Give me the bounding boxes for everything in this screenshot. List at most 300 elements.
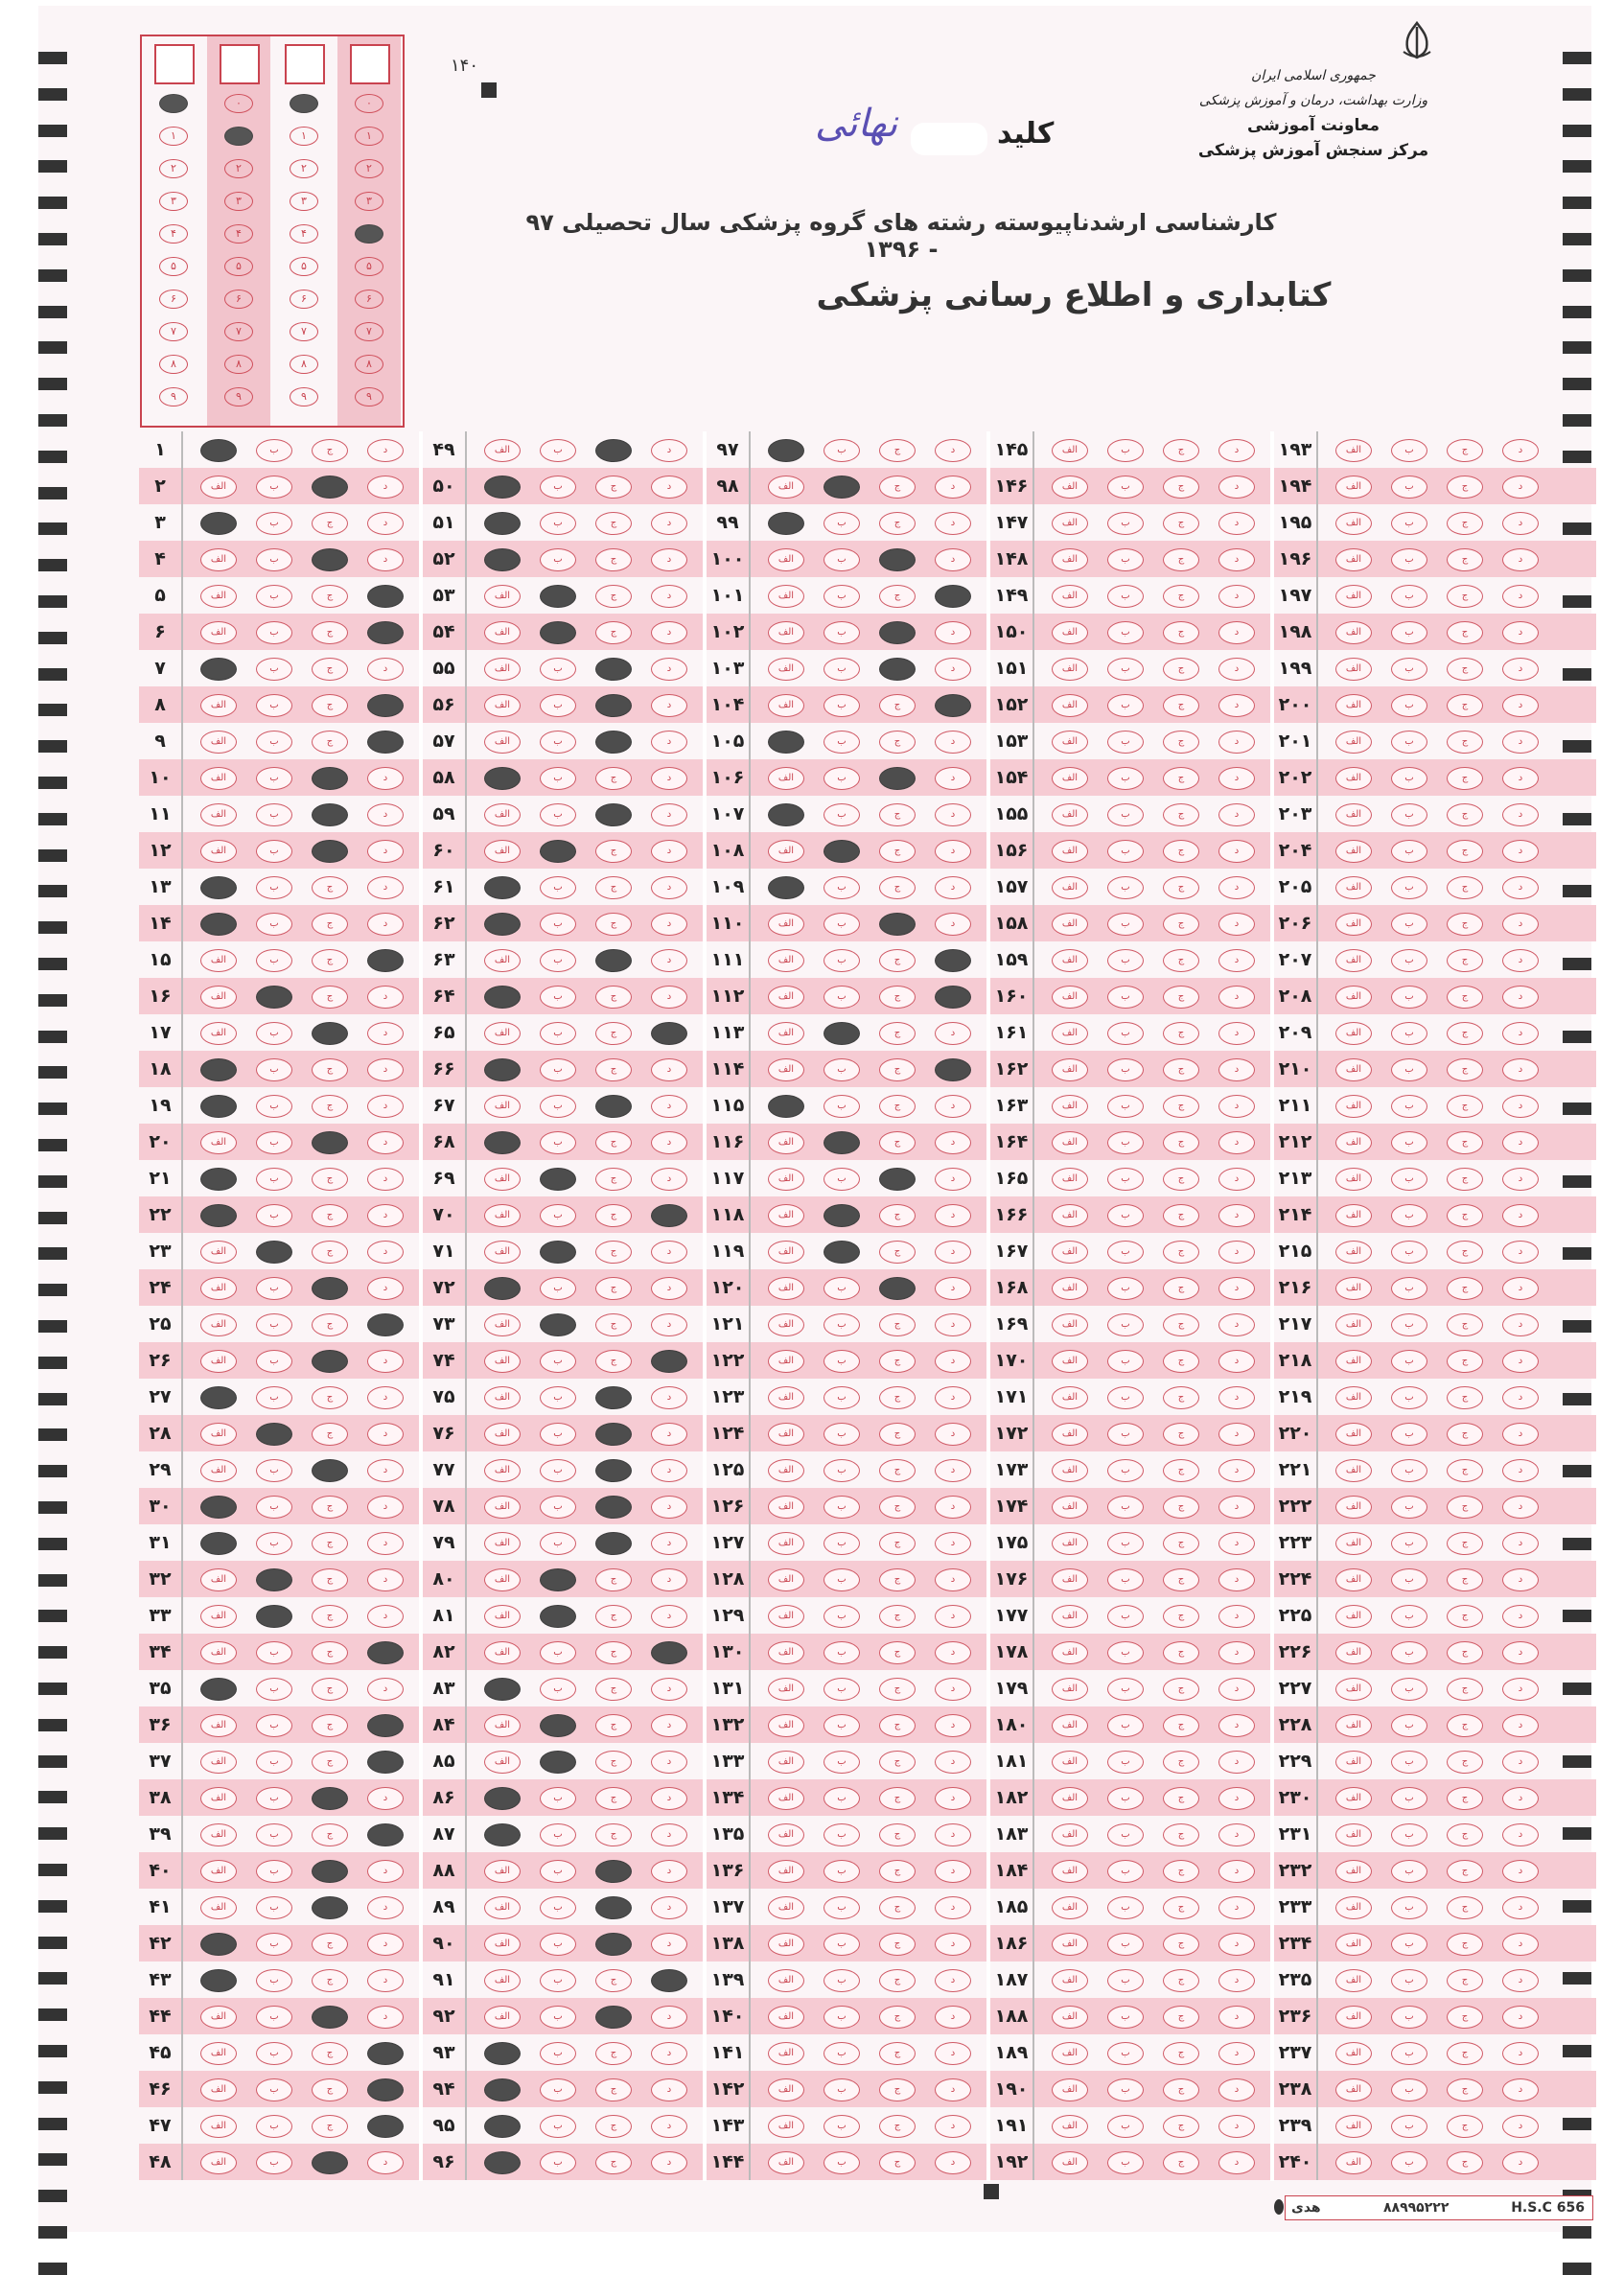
- answer-bubble[interactable]: د: [935, 2006, 971, 2029]
- answer-bubble[interactable]: ب: [256, 913, 292, 936]
- answer-bubble[interactable]: د: [1218, 1496, 1255, 1519]
- answer-bubble[interactable]: ب: [256, 1168, 292, 1191]
- answer-bubble[interactable]: د: [1502, 767, 1539, 790]
- answer-bubble[interactable]: ج: [1163, 1168, 1199, 1191]
- answer-bubble[interactable]: ب: [256, 694, 292, 717]
- answer-bubble[interactable]: الف: [768, 1678, 804, 1701]
- answer-bubble[interactable]: د: [651, 1241, 687, 1264]
- answer-bubble[interactable]: د: [935, 1860, 971, 1883]
- answer-bubble[interactable]: د: [1502, 986, 1539, 1009]
- answer-bubble[interactable]: د: [1218, 949, 1255, 972]
- answer-bubble[interactable]: د: [651, 1496, 687, 1519]
- answer-bubble[interactable]: ج: [595, 2078, 632, 2101]
- answer-bubble[interactable]: الف: [200, 694, 237, 717]
- answer-bubble[interactable]: ب: [540, 1277, 576, 1300]
- answer-bubble[interactable]: ج: [595, 1605, 632, 1628]
- answer-bubble[interactable]: ب: [824, 585, 860, 608]
- answer-bubble[interactable]: د: [1218, 1459, 1255, 1482]
- answer-bubble[interactable]: د: [651, 986, 687, 1009]
- answer-bubble[interactable]: ب: [824, 803, 860, 826]
- answer-bubble[interactable]: ج: [595, 1678, 632, 1701]
- answer-bubble[interactable]: الف: [1335, 2042, 1372, 2065]
- answer-bubble[interactable]: [879, 1168, 916, 1191]
- answer-bubble[interactable]: د: [935, 731, 971, 754]
- answer-bubble[interactable]: ج: [1447, 876, 1483, 899]
- answer-bubble[interactable]: الف: [484, 1568, 521, 1591]
- answer-bubble[interactable]: ب: [824, 512, 860, 535]
- code-digit-bubble[interactable]: ۴: [159, 224, 188, 244]
- answer-bubble[interactable]: ب: [1391, 1058, 1427, 1081]
- answer-bubble[interactable]: ج: [1447, 694, 1483, 717]
- answer-bubble[interactable]: الف: [768, 1568, 804, 1591]
- answer-bubble[interactable]: ب: [824, 1714, 860, 1737]
- answer-bubble[interactable]: د: [1218, 2151, 1255, 2174]
- answer-bubble[interactable]: ج: [1447, 1751, 1483, 1774]
- answer-bubble[interactable]: [768, 876, 804, 899]
- answer-bubble[interactable]: ب: [256, 2042, 292, 2065]
- answer-bubble[interactable]: ج: [595, 986, 632, 1009]
- answer-bubble[interactable]: د: [651, 1860, 687, 1883]
- answer-bubble[interactable]: د: [935, 803, 971, 826]
- answer-bubble[interactable]: د: [367, 1678, 404, 1701]
- answer-bubble[interactable]: د: [1502, 1933, 1539, 1956]
- answer-bubble[interactable]: ب: [1391, 913, 1427, 936]
- answer-bubble[interactable]: ب: [256, 1350, 292, 1373]
- answer-bubble[interactable]: ب: [540, 876, 576, 899]
- answer-bubble[interactable]: ب: [824, 1969, 860, 1992]
- answer-bubble[interactable]: [484, 767, 521, 790]
- answer-bubble[interactable]: [200, 1532, 237, 1555]
- answer-bubble[interactable]: د: [935, 1714, 971, 1737]
- answer-bubble[interactable]: الف: [1335, 1969, 1372, 1992]
- answer-bubble[interactable]: د: [935, 1496, 971, 1519]
- answer-bubble[interactable]: د: [367, 876, 404, 899]
- answer-bubble[interactable]: ب: [256, 1896, 292, 1919]
- answer-bubble[interactable]: الف: [484, 1896, 521, 1919]
- answer-bubble[interactable]: ب: [256, 2115, 292, 2138]
- answer-bubble[interactable]: الف: [484, 658, 521, 681]
- answer-bubble[interactable]: ب: [540, 1969, 576, 1992]
- answer-bubble[interactable]: د: [367, 1896, 404, 1919]
- answer-bubble[interactable]: ب: [256, 476, 292, 499]
- answer-bubble[interactable]: [312, 1459, 348, 1482]
- answer-bubble[interactable]: الف: [768, 2042, 804, 2065]
- answer-bubble[interactable]: ب: [1391, 1131, 1427, 1154]
- answer-bubble[interactable]: الف: [768, 658, 804, 681]
- code-digit-bubble[interactable]: ۹: [159, 387, 188, 406]
- answer-bubble[interactable]: الف: [1335, 1058, 1372, 1081]
- answer-bubble[interactable]: ب: [824, 2006, 860, 2029]
- answer-bubble[interactable]: د: [1218, 2042, 1255, 2065]
- answer-bubble[interactable]: ج: [1163, 621, 1199, 644]
- answer-bubble[interactable]: ب: [824, 1496, 860, 1519]
- answer-bubble[interactable]: د: [935, 476, 971, 499]
- answer-bubble[interactable]: ج: [595, 1131, 632, 1154]
- code-digit-bubble[interactable]: ۲: [290, 159, 318, 178]
- answer-bubble[interactable]: الف: [768, 1823, 804, 1846]
- answer-bubble[interactable]: ج: [1447, 1641, 1483, 1664]
- answer-bubble[interactable]: الف: [768, 1313, 804, 1336]
- answer-bubble[interactable]: ج: [1447, 1241, 1483, 1264]
- code-digit-bubble[interactable]: ۱: [355, 127, 383, 146]
- answer-bubble[interactable]: [256, 1568, 292, 1591]
- answer-bubble[interactable]: [595, 1095, 632, 1118]
- answer-bubble[interactable]: ب: [824, 949, 860, 972]
- answer-bubble[interactable]: ب: [1107, 1168, 1144, 1191]
- answer-bubble[interactable]: ب: [540, 1787, 576, 1810]
- answer-bubble[interactable]: [367, 694, 404, 717]
- answer-bubble[interactable]: ب: [1107, 1131, 1144, 1154]
- answer-bubble[interactable]: ب: [1107, 1241, 1144, 1264]
- answer-bubble[interactable]: ج: [879, 476, 916, 499]
- answer-bubble[interactable]: [595, 439, 632, 462]
- answer-bubble[interactable]: د: [1502, 2006, 1539, 2029]
- answer-bubble[interactable]: ب: [1107, 476, 1144, 499]
- answer-bubble[interactable]: الف: [1052, 1496, 1088, 1519]
- answer-bubble[interactable]: ب: [1107, 548, 1144, 571]
- answer-bubble[interactable]: د: [1218, 913, 1255, 936]
- answer-bubble[interactable]: [540, 1751, 576, 1774]
- answer-bubble[interactable]: الف: [1052, 1896, 1088, 1919]
- answer-bubble[interactable]: ب: [824, 1568, 860, 1591]
- answer-bubble[interactable]: الف: [200, 2042, 237, 2065]
- answer-bubble[interactable]: د: [935, 1168, 971, 1191]
- answer-bubble[interactable]: ب: [1391, 1678, 1427, 1701]
- answer-bubble[interactable]: ج: [595, 621, 632, 644]
- answer-bubble[interactable]: د: [1502, 2115, 1539, 2138]
- answer-bubble[interactable]: ب: [1107, 2006, 1144, 2029]
- answer-bubble[interactable]: ب: [824, 1058, 860, 1081]
- answer-bubble[interactable]: د: [1502, 876, 1539, 899]
- answer-bubble[interactable]: ج: [1163, 1095, 1199, 1118]
- answer-bubble[interactable]: د: [651, 2006, 687, 2029]
- answer-bubble[interactable]: د: [935, 1277, 971, 1300]
- answer-bubble[interactable]: د: [1502, 1459, 1539, 1482]
- answer-bubble[interactable]: الف: [484, 1459, 521, 1482]
- answer-bubble[interactable]: [768, 512, 804, 535]
- answer-bubble[interactable]: ب: [1391, 1168, 1427, 1191]
- answer-bubble[interactable]: ج: [1447, 1386, 1483, 1409]
- answer-bubble[interactable]: ج: [312, 439, 348, 462]
- answer-bubble[interactable]: الف: [484, 1969, 521, 1992]
- answer-bubble[interactable]: ج: [1163, 476, 1199, 499]
- answer-bubble[interactable]: [256, 1605, 292, 1628]
- answer-bubble[interactable]: ب: [540, 949, 576, 972]
- answer-bubble[interactable]: د: [367, 1568, 404, 1591]
- answer-bubble[interactable]: الف: [1335, 2006, 1372, 2029]
- code-digit-bubble[interactable]: ۵: [159, 257, 188, 276]
- answer-bubble[interactable]: د: [1502, 1751, 1539, 1774]
- answer-bubble[interactable]: ج: [1447, 1714, 1483, 1737]
- answer-bubble[interactable]: د: [1502, 694, 1539, 717]
- answer-bubble[interactable]: د: [1502, 1423, 1539, 1446]
- answer-bubble[interactable]: الف: [1052, 585, 1088, 608]
- answer-bubble[interactable]: ج: [1163, 1350, 1199, 1373]
- answer-bubble[interactable]: د: [1218, 1241, 1255, 1264]
- answer-bubble[interactable]: د: [651, 1131, 687, 1154]
- answer-bubble[interactable]: ج: [1447, 1532, 1483, 1555]
- answer-bubble[interactable]: ب: [824, 2042, 860, 2065]
- answer-bubble[interactable]: [768, 439, 804, 462]
- answer-bubble[interactable]: د: [935, 2078, 971, 2101]
- answer-bubble[interactable]: ج: [1447, 767, 1483, 790]
- answer-bubble[interactable]: الف: [1052, 1933, 1088, 1956]
- answer-bubble[interactable]: الف: [1335, 1860, 1372, 1883]
- answer-bubble[interactable]: ج: [312, 1313, 348, 1336]
- answer-bubble[interactable]: ج: [312, 2042, 348, 2065]
- answer-bubble[interactable]: [200, 512, 237, 535]
- answer-bubble[interactable]: ب: [540, 512, 576, 535]
- answer-bubble[interactable]: د: [1218, 1823, 1255, 1846]
- answer-bubble[interactable]: د: [1218, 1350, 1255, 1373]
- answer-bubble[interactable]: الف: [1052, 439, 1088, 462]
- answer-bubble[interactable]: [200, 1204, 237, 1227]
- answer-bubble[interactable]: د: [651, 1459, 687, 1482]
- answer-bubble[interactable]: ب: [1391, 2151, 1427, 2174]
- answer-bubble[interactable]: ج: [312, 621, 348, 644]
- answer-bubble[interactable]: [312, 1787, 348, 1810]
- answer-bubble[interactable]: الف: [768, 2078, 804, 2101]
- answer-bubble[interactable]: [595, 1496, 632, 1519]
- answer-bubble[interactable]: ب: [1391, 1714, 1427, 1737]
- answer-bubble[interactable]: ج: [595, 913, 632, 936]
- answer-bubble[interactable]: الف: [1052, 1058, 1088, 1081]
- answer-bubble[interactable]: الف: [1052, 1605, 1088, 1628]
- answer-bubble[interactable]: ج: [312, 1496, 348, 1519]
- answer-bubble[interactable]: ج: [1163, 2042, 1199, 2065]
- answer-bubble[interactable]: [367, 1751, 404, 1774]
- answer-bubble[interactable]: ب: [256, 1860, 292, 1883]
- answer-bubble[interactable]: الف: [1052, 694, 1088, 717]
- code-digit-bubble[interactable]: ۵: [355, 257, 383, 276]
- answer-bubble[interactable]: [879, 658, 916, 681]
- answer-bubble[interactable]: ب: [824, 694, 860, 717]
- answer-bubble[interactable]: ج: [1163, 767, 1199, 790]
- answer-bubble[interactable]: ج: [312, 1423, 348, 1446]
- answer-bubble[interactable]: [484, 548, 521, 571]
- answer-bubble[interactable]: [312, 1277, 348, 1300]
- answer-bubble[interactable]: ج: [1447, 2006, 1483, 2029]
- answer-bubble[interactable]: ج: [1163, 1896, 1199, 1919]
- answer-bubble[interactable]: ب: [824, 1532, 860, 1555]
- answer-bubble[interactable]: د: [1502, 1532, 1539, 1555]
- answer-bubble[interactable]: ج: [312, 512, 348, 535]
- answer-bubble[interactable]: ج: [879, 1641, 916, 1664]
- code-digit-bubble[interactable]: ۹: [224, 387, 253, 406]
- answer-bubble[interactable]: ج: [1163, 548, 1199, 571]
- answer-bubble[interactable]: ب: [540, 2151, 576, 2174]
- answer-bubble[interactable]: الف: [768, 2115, 804, 2138]
- answer-bubble[interactable]: د: [651, 1095, 687, 1118]
- answer-bubble[interactable]: د: [1218, 731, 1255, 754]
- answer-bubble[interactable]: ب: [824, 1386, 860, 1409]
- answer-bubble[interactable]: [651, 1350, 687, 1373]
- answer-bubble[interactable]: ج: [1447, 1313, 1483, 1336]
- answer-bubble[interactable]: ب: [1391, 1496, 1427, 1519]
- answer-bubble[interactable]: د: [935, 840, 971, 863]
- answer-bubble[interactable]: ب: [824, 731, 860, 754]
- answer-bubble[interactable]: ج: [879, 2006, 916, 2029]
- answer-bubble[interactable]: الف: [1052, 1787, 1088, 1810]
- answer-bubble[interactable]: د: [1218, 1277, 1255, 1300]
- answer-bubble[interactable]: ب: [824, 1860, 860, 1883]
- answer-bubble[interactable]: الف: [1052, 658, 1088, 681]
- answer-bubble[interactable]: ب: [1107, 439, 1144, 462]
- answer-bubble[interactable]: ج: [1163, 1532, 1199, 1555]
- answer-bubble[interactable]: ب: [540, 913, 576, 936]
- answer-bubble[interactable]: الف: [768, 1787, 804, 1810]
- answer-bubble[interactable]: [935, 986, 971, 1009]
- answer-bubble[interactable]: الف: [484, 1350, 521, 1373]
- answer-bubble[interactable]: ج: [1163, 913, 1199, 936]
- answer-bubble[interactable]: ب: [824, 1641, 860, 1664]
- answer-bubble[interactable]: ج: [1447, 1678, 1483, 1701]
- answer-bubble[interactable]: ج: [879, 876, 916, 899]
- answer-bubble[interactable]: د: [1502, 1714, 1539, 1737]
- answer-bubble[interactable]: د: [1218, 694, 1255, 717]
- answer-bubble[interactable]: الف: [1052, 1168, 1088, 1191]
- answer-bubble[interactable]: ب: [540, 1896, 576, 1919]
- answer-bubble[interactable]: الف: [768, 2006, 804, 2029]
- answer-bubble[interactable]: ب: [824, 1350, 860, 1373]
- answer-bubble[interactable]: ج: [879, 1568, 916, 1591]
- answer-bubble[interactable]: الف: [1052, 1459, 1088, 1482]
- answer-bubble[interactable]: [484, 1787, 521, 1810]
- answer-bubble[interactable]: ب: [540, 1423, 576, 1446]
- answer-bubble[interactable]: د: [1218, 1131, 1255, 1154]
- answer-bubble[interactable]: الف: [1335, 1751, 1372, 1774]
- answer-bubble[interactable]: د: [1218, 1605, 1255, 1628]
- answer-bubble[interactable]: الف: [484, 694, 521, 717]
- answer-bubble[interactable]: د: [367, 840, 404, 863]
- answer-bubble[interactable]: الف: [484, 1168, 521, 1191]
- answer-bubble[interactable]: الف: [484, 1933, 521, 1956]
- answer-bubble[interactable]: ب: [1107, 1496, 1144, 1519]
- answer-bubble[interactable]: الف: [484, 1204, 521, 1227]
- answer-bubble[interactable]: د: [1218, 1787, 1255, 1810]
- answer-bubble[interactable]: د: [1218, 1714, 1255, 1737]
- answer-bubble[interactable]: د: [935, 1568, 971, 1591]
- answer-bubble[interactable]: [879, 621, 916, 644]
- answer-bubble[interactable]: د: [1218, 1058, 1255, 1081]
- answer-bubble[interactable]: ج: [312, 1678, 348, 1701]
- answer-bubble[interactable]: د: [1218, 1896, 1255, 1919]
- answer-bubble[interactable]: ج: [1163, 2115, 1199, 2138]
- answer-bubble[interactable]: د: [367, 1204, 404, 1227]
- answer-bubble[interactable]: د: [1218, 1568, 1255, 1591]
- answer-bubble[interactable]: ب: [256, 803, 292, 826]
- answer-bubble[interactable]: د: [935, 767, 971, 790]
- answer-bubble[interactable]: ب: [1107, 1787, 1144, 1810]
- answer-bubble[interactable]: الف: [200, 1568, 237, 1591]
- answer-bubble[interactable]: الف: [1052, 876, 1088, 899]
- answer-bubble[interactable]: الف: [1052, 2078, 1088, 2101]
- answer-bubble[interactable]: د: [651, 2115, 687, 2138]
- answer-bubble[interactable]: الف: [1335, 1204, 1372, 1227]
- answer-bubble[interactable]: الف: [1052, 621, 1088, 644]
- answer-bubble[interactable]: [484, 1678, 521, 1701]
- answer-bubble[interactable]: ب: [256, 1787, 292, 1810]
- answer-bubble[interactable]: ج: [312, 1714, 348, 1737]
- answer-bubble[interactable]: ج: [1163, 1969, 1199, 1992]
- answer-bubble[interactable]: [367, 2078, 404, 2101]
- answer-bubble[interactable]: [651, 1022, 687, 1045]
- answer-bubble[interactable]: [595, 1860, 632, 1883]
- answer-bubble[interactable]: [595, 1459, 632, 1482]
- answer-bubble[interactable]: [484, 2115, 521, 2138]
- answer-bubble[interactable]: د: [367, 1241, 404, 1264]
- answer-bubble[interactable]: ب: [1391, 512, 1427, 535]
- answer-bubble[interactable]: الف: [1052, 2042, 1088, 2065]
- answer-bubble[interactable]: ج: [1447, 1277, 1483, 1300]
- answer-bubble[interactable]: د: [651, 548, 687, 571]
- answer-bubble[interactable]: ج: [595, 512, 632, 535]
- answer-bubble[interactable]: د: [367, 1131, 404, 1154]
- answer-bubble[interactable]: ب: [824, 2115, 860, 2138]
- answer-bubble[interactable]: ج: [1447, 2115, 1483, 2138]
- answer-bubble[interactable]: د: [935, 1751, 971, 1774]
- answer-bubble[interactable]: د: [935, 439, 971, 462]
- answer-bubble[interactable]: ج: [312, 2078, 348, 2101]
- answer-bubble[interactable]: ب: [540, 1095, 576, 1118]
- answer-bubble[interactable]: د: [1218, 1678, 1255, 1701]
- answer-bubble[interactable]: الف: [484, 949, 521, 972]
- code-digit-bubble[interactable]: ۸: [224, 355, 253, 374]
- answer-bubble[interactable]: د: [935, 876, 971, 899]
- answer-bubble[interactable]: الف: [484, 621, 521, 644]
- answer-bubble[interactable]: ب: [1391, 658, 1427, 681]
- answer-bubble[interactable]: الف: [484, 1714, 521, 1737]
- answer-bubble[interactable]: ج: [312, 731, 348, 754]
- answer-bubble[interactable]: د: [651, 1605, 687, 1628]
- answer-bubble[interactable]: [312, 1860, 348, 1883]
- code-digit-bubble[interactable]: ۲: [355, 159, 383, 178]
- code-digit-bubble[interactable]: ۷: [224, 322, 253, 341]
- answer-bubble[interactable]: الف: [1335, 2151, 1372, 2174]
- answer-bubble[interactable]: الف: [768, 2151, 804, 2174]
- code-digit-bubble[interactable]: ۶: [355, 290, 383, 309]
- answer-bubble[interactable]: ج: [1163, 840, 1199, 863]
- answer-bubble[interactable]: ب: [540, 2042, 576, 2065]
- answer-bubble[interactable]: ج: [595, 1277, 632, 1300]
- answer-bubble[interactable]: الف: [484, 2006, 521, 2029]
- answer-bubble[interactable]: ج: [879, 2115, 916, 2138]
- answer-bubble[interactable]: الف: [1335, 512, 1372, 535]
- answer-bubble[interactable]: د: [367, 1605, 404, 1628]
- answer-bubble[interactable]: ج: [1447, 2042, 1483, 2065]
- answer-bubble[interactable]: د: [367, 1969, 404, 1992]
- answer-bubble[interactable]: ب: [1391, 1787, 1427, 1810]
- answer-bubble[interactable]: د: [1502, 731, 1539, 754]
- answer-bubble[interactable]: الف: [200, 840, 237, 863]
- answer-bubble[interactable]: الف: [484, 1641, 521, 1664]
- answer-bubble[interactable]: ج: [1447, 585, 1483, 608]
- answer-bubble[interactable]: الف: [768, 1241, 804, 1264]
- code-digit-bubble[interactable]: ۰: [355, 94, 383, 113]
- answer-bubble[interactable]: الف: [1335, 1823, 1372, 1846]
- answer-bubble[interactable]: [367, 2115, 404, 2138]
- answer-bubble[interactable]: ج: [312, 1168, 348, 1191]
- answer-bubble[interactable]: ب: [824, 1823, 860, 1846]
- answer-bubble[interactable]: ج: [879, 2151, 916, 2174]
- answer-bubble[interactable]: الف: [768, 1496, 804, 1519]
- answer-bubble[interactable]: ب: [824, 1605, 860, 1628]
- answer-bubble[interactable]: ب: [824, 1751, 860, 1774]
- answer-bubble[interactable]: ج: [312, 949, 348, 972]
- answer-bubble[interactable]: ج: [879, 1678, 916, 1701]
- answer-bubble[interactable]: الف: [1335, 2078, 1372, 2101]
- answer-bubble[interactable]: د: [1502, 1277, 1539, 1300]
